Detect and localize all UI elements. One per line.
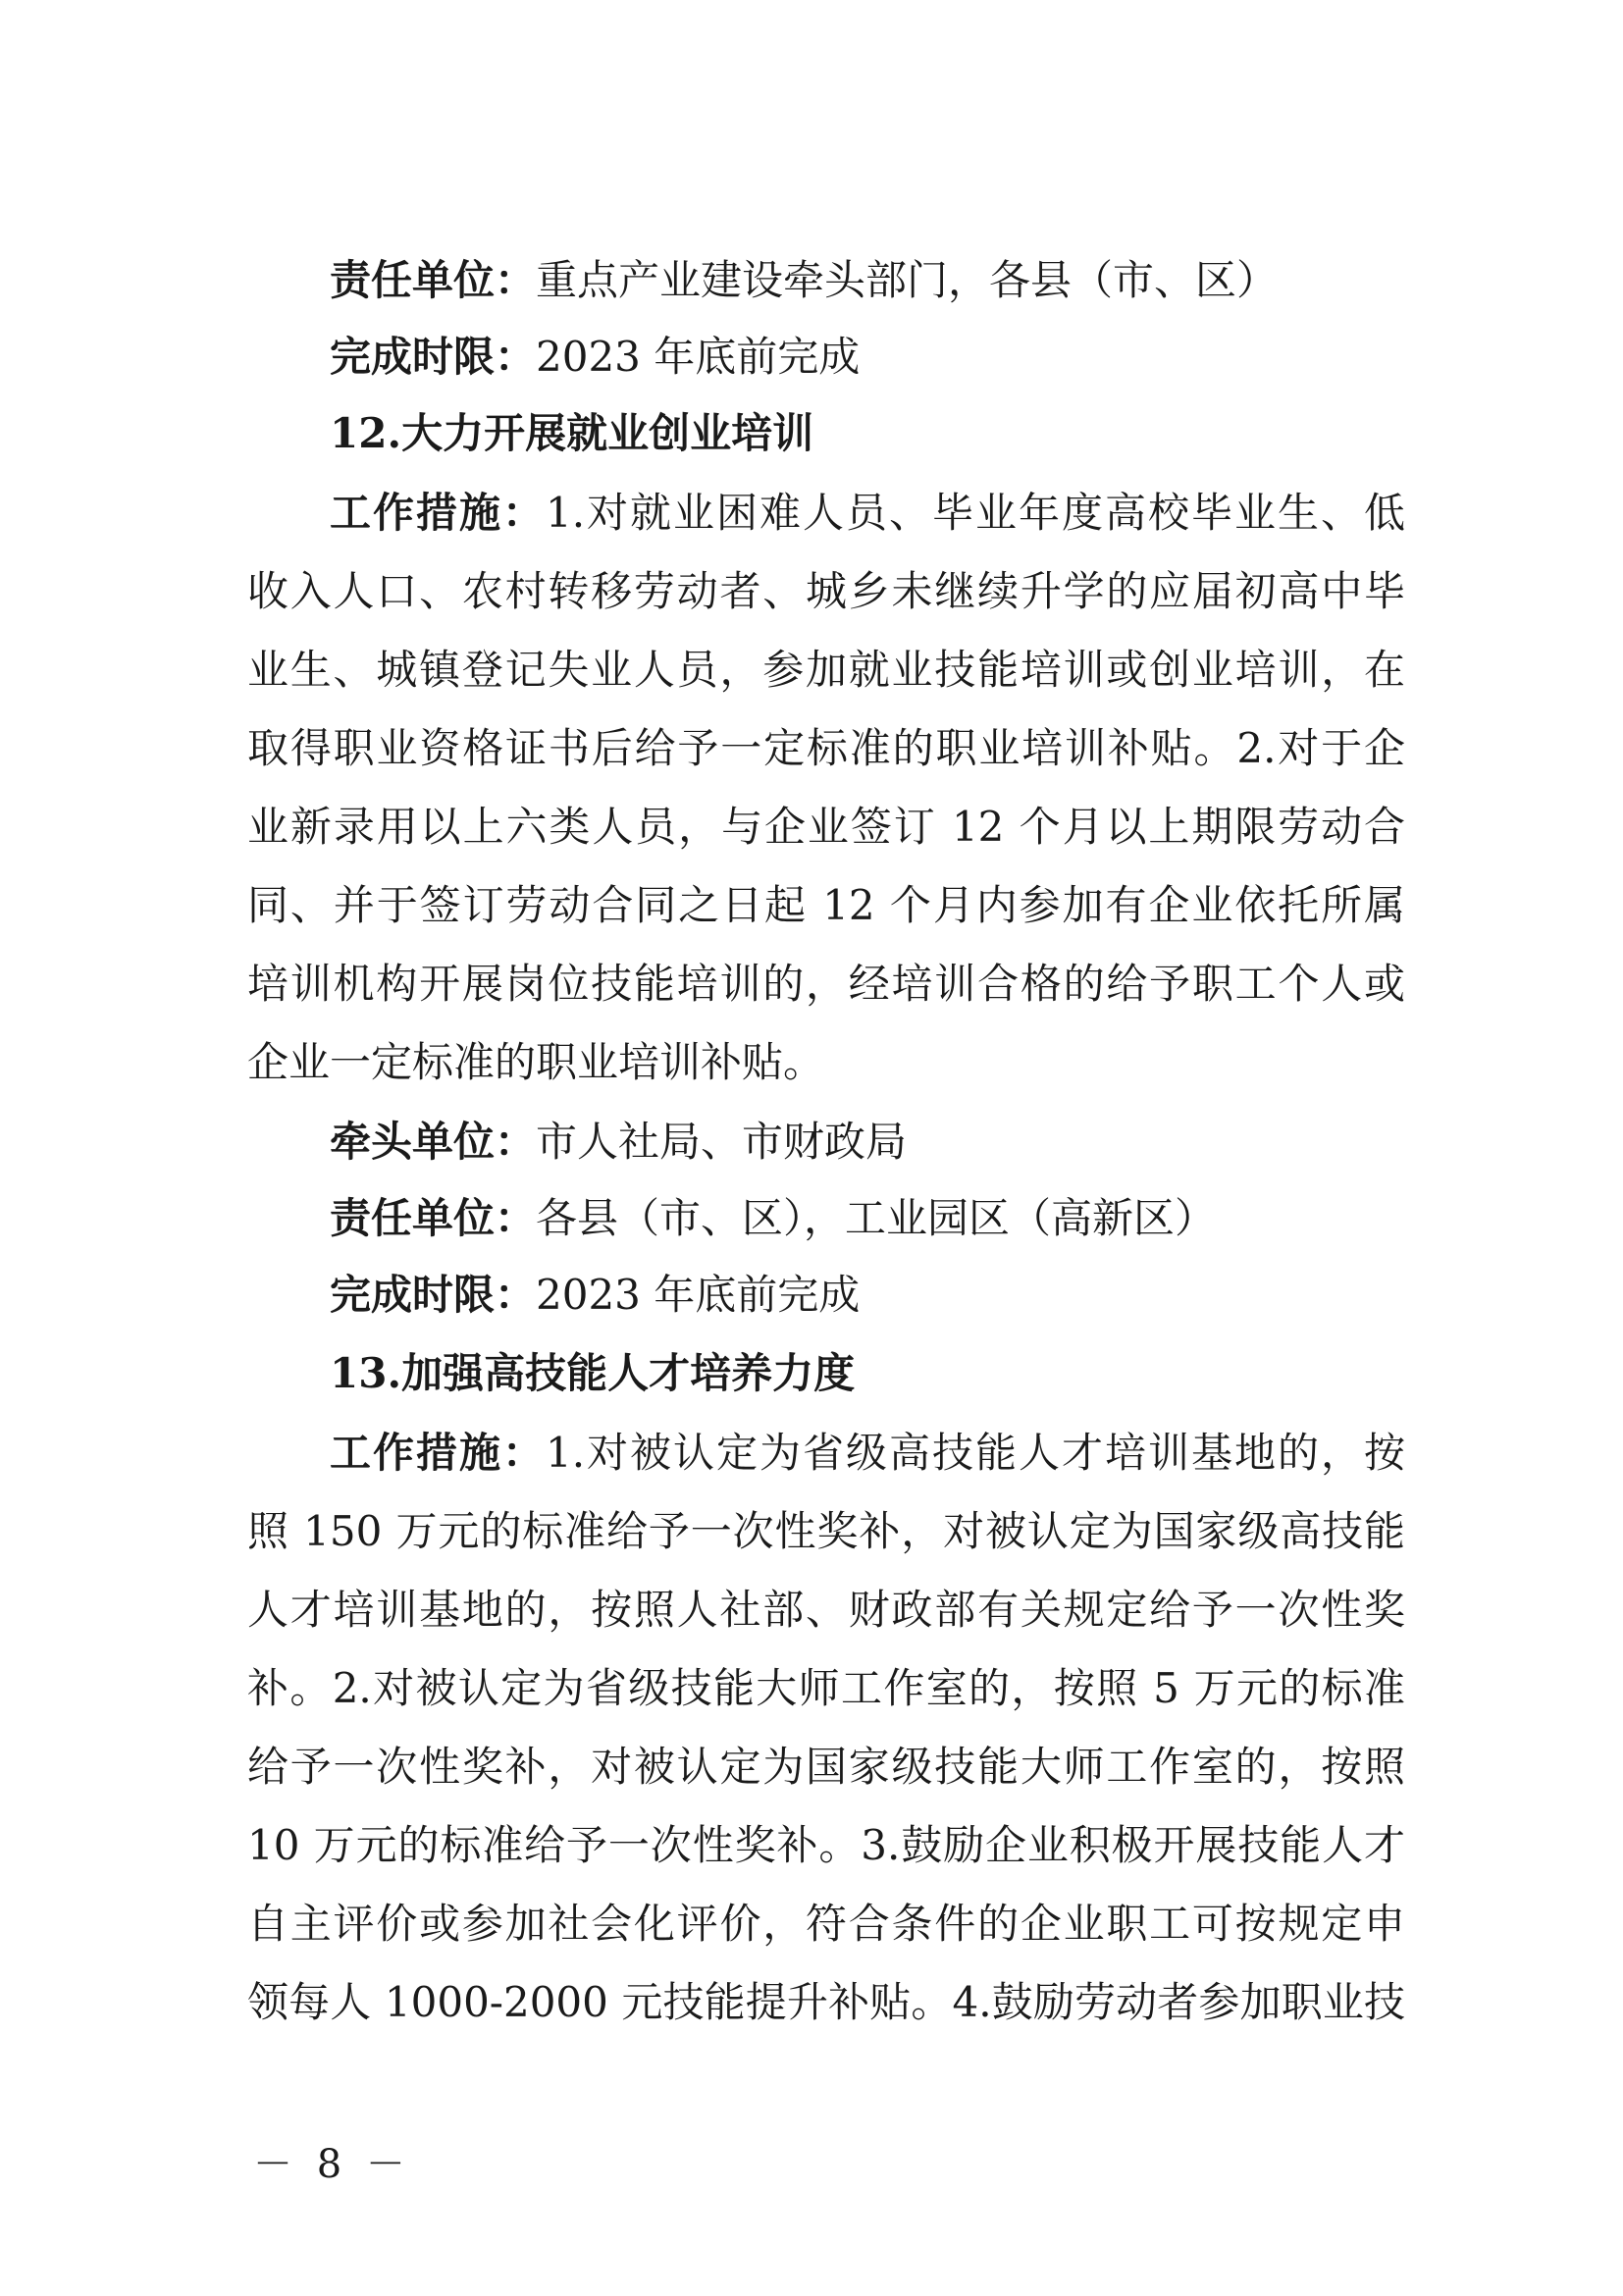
responsible-unit-text: 重点产业建设牵头部门，各县（市、区） bbox=[536, 256, 1279, 304]
paragraph-line: 业新录用以上六类人员，与企业签订 12 个月以上期限劳动合 bbox=[247, 803, 1405, 851]
paragraph-line: 自主评价或参加社会化评价，符合条件的企业职工可按规定申 bbox=[247, 1900, 1405, 1948]
work-measures-line-2 bbox=[330, 1415, 1405, 1491]
work-measures-text: 1.对被认定为省级高技能人才培训基地的，按 bbox=[545, 1429, 1405, 1477]
work-measures-label: 工作措施： bbox=[330, 1429, 546, 1477]
paragraph-line: 人才培训基地的，按照人社部、财政部有关规定给予一次性奖 bbox=[247, 1586, 1405, 1634]
paragraph-line: 同、并于签订劳动合同之日起 12 个月内参加有企业依托所属 bbox=[247, 881, 1405, 929]
work-measures-label: 工作措施： bbox=[330, 489, 546, 537]
work-measures-line-1 bbox=[330, 475, 1405, 551]
section-heading-13: 13.加强高技能人才培养力度 bbox=[330, 1349, 856, 1397]
responsible-unit-label: 责任单位： bbox=[330, 256, 537, 304]
responsible-unit-label: 责任单位： bbox=[330, 1194, 537, 1242]
deadline-text: 2023 年底前完成 bbox=[536, 333, 861, 381]
paragraph-line: 10 万元的标准给予一次性奖补。3.鼓励企业积极开展技能人才 bbox=[247, 1821, 1405, 1869]
paragraph-line: 企业一定标准的职业培训补贴。 bbox=[247, 1038, 825, 1086]
responsible-unit-text: 各县（市、区），工业园区（高新区） bbox=[536, 1194, 1217, 1242]
deadline-text: 2023 年底前完成 bbox=[536, 1271, 861, 1319]
paragraph-line: 业生、城镇登记失业人员，参加就业技能培训或创业培训，在 bbox=[247, 646, 1405, 694]
paragraph-line: 补。2.对被认定为省级技能大师工作室的，按照 5 万元的标准 bbox=[247, 1664, 1405, 1712]
paragraph-line: 给予一次性奖补，对被认定为国家级技能大师工作室的，按照 bbox=[247, 1743, 1405, 1791]
deadline-line-1 bbox=[330, 319, 1405, 395]
paragraph-line: 照 150 万元的标准给予一次性奖补，对被认定为国家级高技能 bbox=[247, 1507, 1405, 1555]
paragraph-line: 培训机构开展岗位技能培训的，经培训合格的给予职工个人或 bbox=[247, 960, 1405, 1008]
page-number: － 8 － bbox=[253, 2142, 411, 2187]
responsible-unit-line-1 bbox=[330, 242, 1405, 319]
work-measures-text: 1.对就业困难人员、毕业年度高校毕业生、低 bbox=[545, 489, 1405, 537]
lead-unit-line bbox=[330, 1104, 1405, 1180]
deadline-label: 完成时限： bbox=[330, 333, 537, 381]
lead-unit-text: 市人社局、市财政局 bbox=[536, 1118, 908, 1166]
responsible-unit-line-2 bbox=[330, 1180, 1405, 1257]
deadline-line-2 bbox=[330, 1257, 1405, 1333]
deadline-label: 完成时限： bbox=[330, 1271, 537, 1319]
section-heading-12: 12.大力开展就业创业培训 bbox=[330, 409, 814, 457]
paragraph-line: 收入人口、农村转移劳动者、城乡未继续升学的应届初高中毕 bbox=[247, 567, 1405, 615]
paragraph-line: 取得职业资格证书后给予一定标准的职业培训补贴。2.对于企 bbox=[247, 724, 1405, 772]
paragraph-line: 领每人 1000-2000 元技能提升补贴。4.鼓励劳动者参加职业技 bbox=[247, 1978, 1405, 2026]
lead-unit-label: 牵头单位： bbox=[330, 1118, 537, 1166]
